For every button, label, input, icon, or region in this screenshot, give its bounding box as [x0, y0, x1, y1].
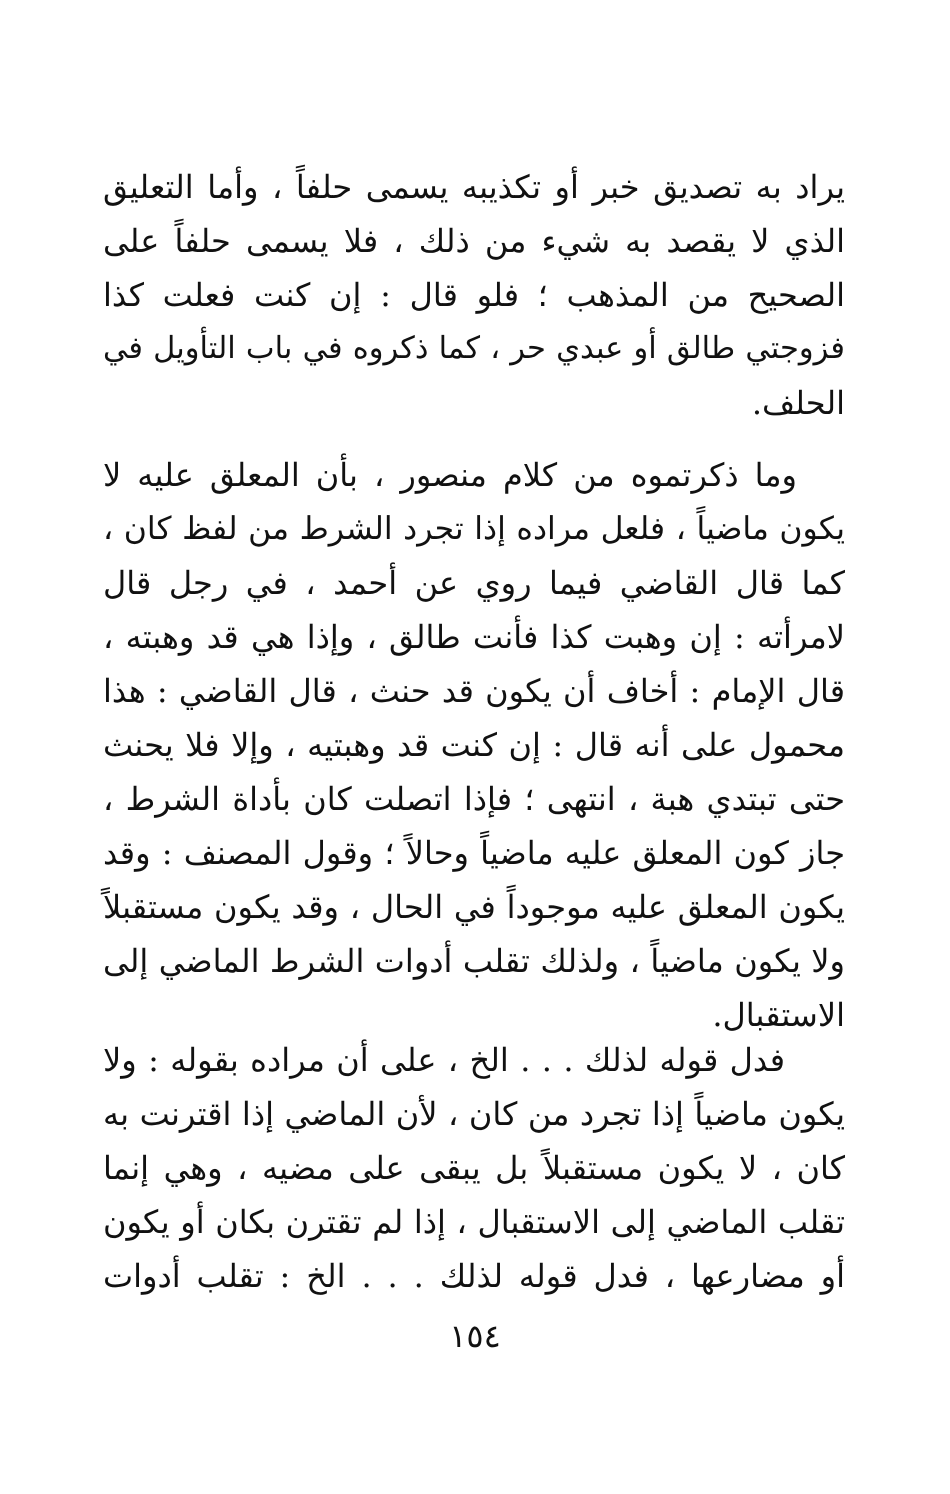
paragraph-2 — [103, 448, 845, 1042]
text-line: محمول على أنه قال : إن كنت قد وهبتيه ، وإلا فلا يحنث — [103, 726, 845, 764]
text-line: تقلب الماضي إلى الاستقبال ، إذا لم تقترن بكان أو يكون — [103, 1203, 846, 1241]
text-line: جاز كون المعلق عليه ماضياً وحالاً ؛ وقول المصنف : وقد — [103, 834, 845, 872]
paragraph-3 — [103, 1033, 845, 1303]
text-line: فزوجتي طالق أو عبدي حر ، كما ذكروه في باب التأويل في — [103, 331, 845, 366]
text-line: يكون المعلق عليه موجوداً في الحال ، وقد يكون مستقبلاً — [103, 888, 845, 926]
text-line: الاستقبال. — [712, 996, 845, 1034]
page-number: ١٥٤ — [449, 1317, 501, 1355]
text-line: الحلف. — [751, 384, 845, 422]
text-line: وما ذكرتموه من كلام منصور ، بأن المعلق عليه لا — [103, 456, 797, 494]
text-line: قال الإمام : أخاف أن يكون قد حنث ، قال القاضي : هذا — [103, 672, 845, 710]
text-line: يكون ماضياً ، فلعل مراده إذا تجرد الشرط من لفظ كان ، — [103, 511, 845, 547]
text-line: يكون ماضياً إذا تجرد من كان ، لأن الماضي إذا اقترنت به — [103, 1095, 845, 1133]
text-line: كما قال القاضي فيما روي عن أحمد ، في رجل قال — [103, 564, 845, 602]
text-line: الذي لا يقصد به شيء من ذلك ، فلا يسمى حلفاً على — [103, 222, 845, 260]
paragraph-1 — [103, 160, 845, 430]
text-line: فدل قوله لذلك . . . الخ ، على أن مراده بقوله : ولا — [103, 1041, 785, 1079]
text-line: الصحيح من المذهب ؛ فلو قال : إن كنت فعلت كذا — [103, 276, 845, 314]
text-line: أو مضارعها ، فدل قوله لذلك . . . الخ : تقلب أدوات — [103, 1257, 845, 1295]
text-line: لامرأته : إن وهبت كذا فأنت طالق ، وإذا هي قد وهبته ، — [103, 618, 845, 656]
text-line: ولا يكون ماضياً ، ولذلك تقلب أدوات الشرط الماضي إلى — [103, 942, 846, 980]
text-line: كان ، لا يكون مستقبلاً بل يبقى على مضيه ، وهي إنما — [103, 1149, 845, 1187]
text-line: يراد به تصديق خبر أو تكذيبه يسمى حلفاً ، وأما التعليق — [103, 168, 845, 206]
text-line: حتى تبتدي هبة ، انتهى ؛ فإذا اتصلت كان بأداة الشرط ، — [103, 780, 846, 818]
